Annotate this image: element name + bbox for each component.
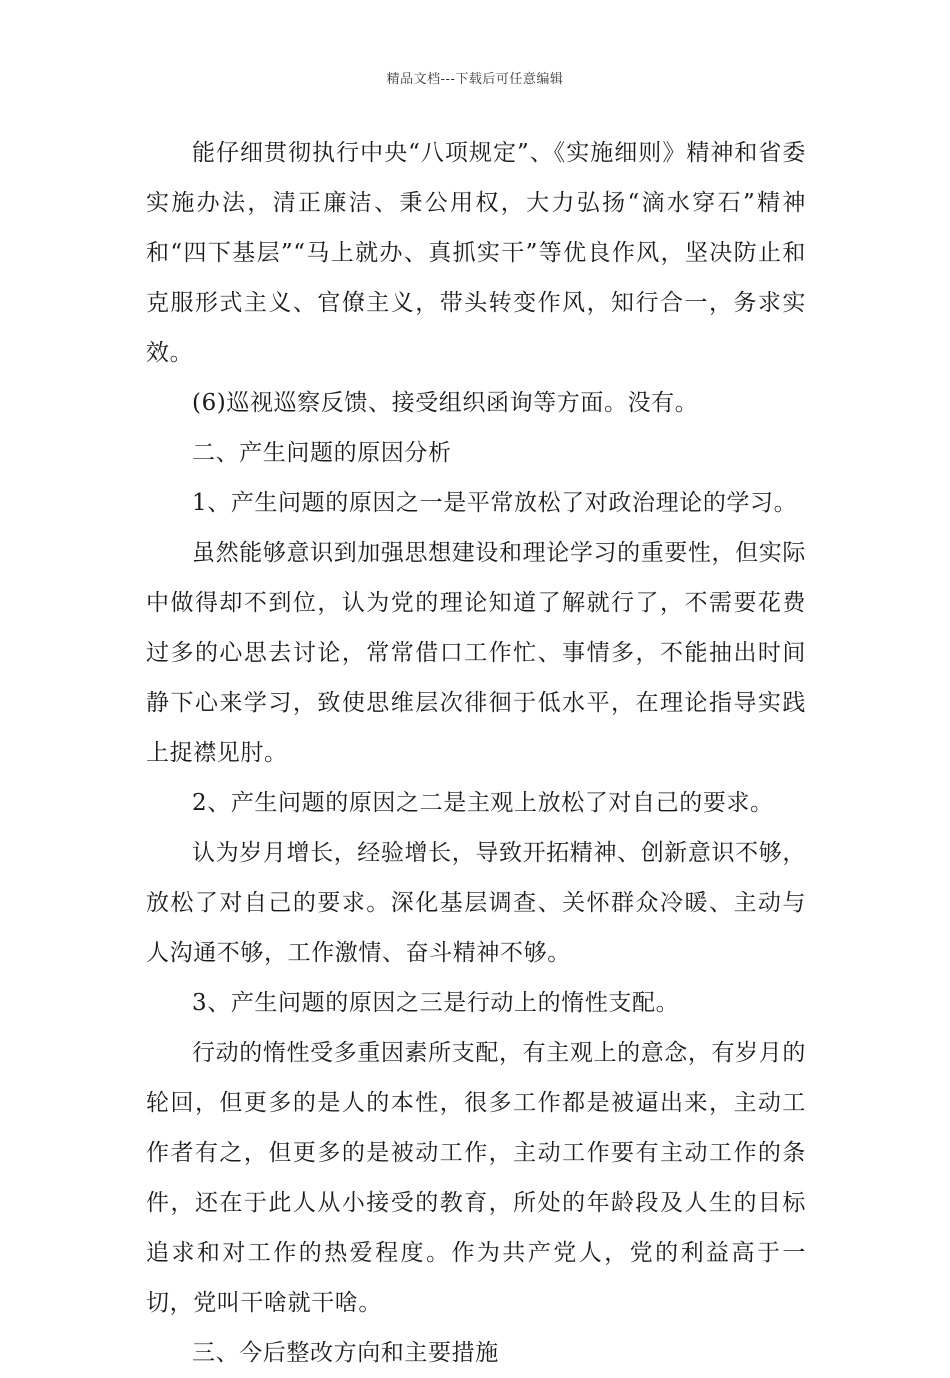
cause-paragraph-1: 虽然能够意识到加强思想建设和理论学习的重要性，但实际中做得却不到位，认为党的理论知道了解就行了，不需要花费过多的心思去讨论，常常借口工作忙、事情多，不能抽出时间静下心来学习，致使思维层次徘徊于低水平，在理论指导实践上捉襟见肘。: [146, 540, 806, 766]
paragraph-work-style: 能仔细贯彻执行中央“八项规定”、《实施细则》精神和省委实施办法，清正廉洁、秉公用权，大力弘扬“滴水穿石”精神和“四下基层”“马上就办、真抓实干”等优良作风，坚决防止和克服形式主义、官僚主义，带头转变作风，知行合一，务求实效。: [146, 140, 806, 366]
cause-heading-3: 3、产生问题的原因之三是行动上的惰性支配。: [192, 990, 680, 1016]
cause-paragraph-3: 行动的惰性受多重因素所支配，有主观上的意念，有岁月的轮回，但更多的是人的本性，很多工作都是被逼出来，主动工作者有之，但更多的是被动工作，主动工作要有主动工作的条件，还在于此人从小接受的教育，所处的年龄段及人生的目标追求和对工作的热爱程度。作为共产党人，党的利益高于一切，党叫干啥就干啥。: [146, 1040, 806, 1316]
cause-heading-2: 2、产生问题的原因之二是主观上放松了对自己的要求。: [192, 790, 774, 816]
paragraph-inspection-feedback: (6)巡视巡察反馈、接受组织函询等方面。没有。: [192, 390, 699, 416]
cause-heading-1: 1、产生问题的原因之一是平常放松了对政治理论的学习。: [192, 490, 798, 516]
section-heading-rectification: 三、今后整改方向和主要措施: [192, 1340, 499, 1366]
page-header: 精品文档---下载后可任意编辑: [386, 72, 564, 87]
cause-paragraph-2: 认为岁月增长，经验增长，导致开拓精神、创新意识不够，放松了对自己的要求。深化基层调查、关怀群众冷暖、主动与人沟通不够，工作激情、奋斗精神不够。: [146, 840, 806, 966]
section-heading-cause-analysis: 二、产生问题的原因分析: [192, 440, 452, 466]
document-body: [146, 128, 806, 1378]
